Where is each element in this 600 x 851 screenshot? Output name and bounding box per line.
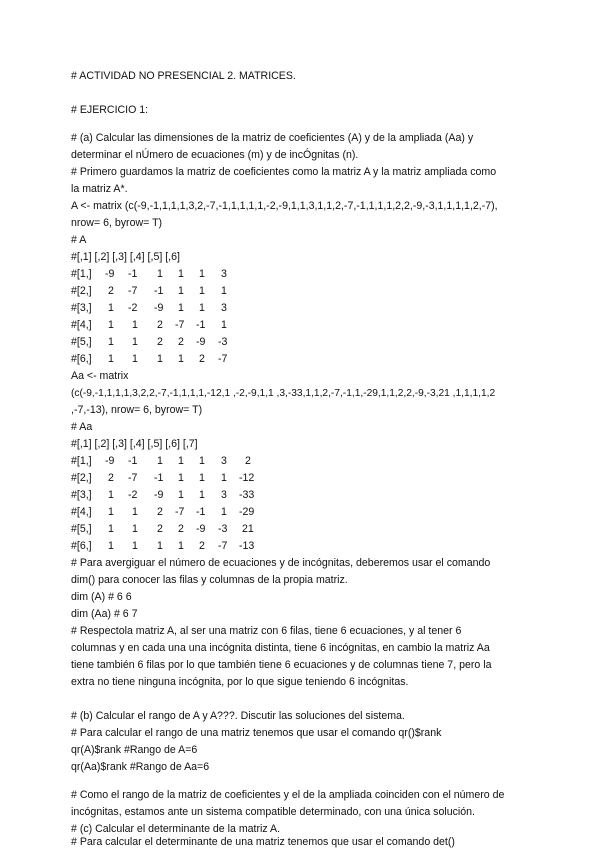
part-a-comment-line-1: # Primero guardamos la matriz de coeficientes como la matriz A y la matriz ampliada como (71, 166, 497, 178)
matrix-cell: 2 (157, 523, 163, 535)
row-label: #[6,] (71, 540, 92, 552)
matrix-cell: 2 (178, 336, 184, 348)
part-b-question: # (b) Calcular el rango de A y A???. Discutir las soluciones del sistema. (71, 710, 405, 722)
answer-a-line-2: columnas y en cada una una incógnita distinta, tiene 6 incógnitas, en cambio la matriz Aa (71, 642, 490, 654)
matrix-cell: 3 (221, 489, 227, 501)
row-label: #[3,] (71, 302, 92, 314)
row-label: #[2,] (71, 285, 92, 297)
matrix-cell: 1 (157, 268, 163, 280)
matrix-cell: 2 (178, 523, 184, 535)
matrix-aa-header: #[,1] [,2] [,3] [,4] [,5] [,6] [,7] (71, 438, 198, 450)
rank-a-command: qr(A)$rank #Rango de A=6 (71, 744, 198, 756)
matrix-cell: 1 (108, 506, 114, 518)
matrix-cell: -3 (218, 523, 228, 535)
matrix-cell: -1 (196, 506, 206, 518)
matrix-cell: 1 (199, 268, 205, 280)
matrix-a-header: #[,1] [,2] [,3] [,4] [,5] [,6] (71, 251, 180, 263)
matrix-cell: 3 (221, 302, 227, 314)
matrix-cell: -3 (218, 336, 228, 348)
matrix-cell: 2 (199, 353, 205, 365)
matrix-cell: 1 (108, 319, 114, 331)
matrix-aa-label: # Aa (71, 421, 93, 433)
rank-aa-command: qr(Aa)$rank #Rango de Aa=6 (71, 761, 210, 773)
matrix-cell: -9 (154, 302, 164, 314)
matrix-cell: 1 (199, 455, 205, 467)
matrix-cell: 1 (199, 285, 205, 297)
row-label: #[1,] (71, 268, 92, 280)
matrix-cell: 1 (108, 523, 114, 535)
dim-aa-command: dim (Aa) # 6 7 (71, 608, 138, 620)
matrix-cell: 2 (157, 506, 163, 518)
matrix-cell: 1 (108, 489, 114, 501)
matrix-cell: -33 (239, 489, 255, 501)
part-c-comment: # Para calcular el determinante de una matriz tenemos que usar el comando det() (71, 836, 455, 848)
matrix-cell: 1 (178, 268, 184, 280)
answer-a-line-3: tiene también 6 filas por lo que también tiene 6 ecuaciones y de columnas tiene 7, pero la (71, 659, 492, 671)
matrix-a-command-line-2: nrow= 6, byrow= T) (71, 217, 163, 229)
matrix-cell: 3 (221, 268, 227, 280)
matrix-cell: -7 (128, 472, 138, 484)
row-label: #[4,] (71, 319, 92, 331)
exercise-heading: # EJERCICIO 1: (71, 104, 149, 116)
matrix-cell: -1 (154, 472, 164, 484)
answer-b-line-2: incógnitas, estamos ante un sistema compatible determinado, con una única solución. (71, 806, 475, 818)
matrix-a-command-line-1: A <- matrix (c(-9,-1,1,1,1,3,2,-7,-1,1,1,1,1,-2,-9,1,1,3,1,1,2,-7,-1,1,1,1,2,2,-9,-3,1,1,1,1,2,-7), (71, 200, 498, 212)
matrix-aa-command-line-1: Aa <- matrix (71, 370, 129, 382)
matrix-cell: -7 (175, 506, 185, 518)
matrix-cell: 2 (199, 540, 205, 552)
matrix-cell: 21 (242, 523, 254, 535)
matrix-cell: 1 (132, 319, 138, 331)
matrix-cell: 2 (157, 336, 163, 348)
row-label: #[3,] (71, 489, 92, 501)
matrix-cell: 1 (221, 319, 227, 331)
matrix-cell: 1 (108, 540, 114, 552)
matrix-cell: 1 (178, 353, 184, 365)
matrix-cell: -7 (218, 353, 228, 365)
matrix-cell: -7 (175, 319, 185, 331)
matrix-cell: 1 (108, 336, 114, 348)
matrix-cell: 1 (178, 285, 184, 297)
matrix-cell: -7 (128, 285, 138, 297)
matrix-cell: -9 (105, 455, 115, 467)
matrix-cell: 1 (132, 540, 138, 552)
matrix-cell: -9 (154, 489, 164, 501)
matrix-cell: 1 (178, 472, 184, 484)
matrix-cell: 2 (157, 319, 163, 331)
matrix-cell: 1 (157, 540, 163, 552)
matrix-cell: -9 (105, 268, 115, 280)
answer-a-line-4: extra no tiene ninguna incógnita, por lo que sigue teniendo 6 incógnitas. (71, 676, 409, 688)
matrix-cell: 1 (199, 489, 205, 501)
row-label: #[6,] (71, 353, 92, 365)
matrix-cell: 1 (132, 336, 138, 348)
row-label: #[5,] (71, 523, 92, 535)
matrix-cell: -9 (196, 523, 206, 535)
matrix-cell: -1 (196, 319, 206, 331)
matrix-aa-command-line-3: ,-7,-13), nrow= 6, byrow= T) (71, 404, 203, 416)
matrix-cell: -1 (128, 268, 138, 280)
matrix-cell: 2 (245, 455, 251, 467)
matrix-cell: 2 (108, 285, 114, 297)
matrix-cell: 1 (157, 353, 163, 365)
matrix-cell: -9 (196, 336, 206, 348)
answer-a-line-1: # Respectola matriz A, al ser una matriz con 6 filas, tiene 6 ecuaciones, y al tener 6 (71, 625, 462, 637)
matrix-cell: 2 (108, 472, 114, 484)
matrix-aa-command-line-2: (c(-9,-1,1,1,1,3,2,2,-7,-1,1,1,1,-12,1 ,-2,-9,1,1 ,3,-33,1,1,2,-7,-1,1,-29,1,1,2,2,-9,-3,21 ,1,1,1,1,2 (71, 388, 496, 399)
row-label: #[2,] (71, 472, 92, 484)
matrix-cell: -2 (128, 302, 138, 314)
matrix-cell: 1 (178, 302, 184, 314)
matrix-cell: 1 (178, 455, 184, 467)
dim-comment-line-2: dim() para conocer las filas y columnas de la propia matriz. (71, 574, 348, 586)
matrix-cell: 1 (221, 285, 227, 297)
part-b-comment: # Para calcular el rango de una matriz tenemos que usar el comando qr()$rank (71, 727, 442, 739)
matrix-cell: 1 (132, 523, 138, 535)
matrix-a-label: # A (71, 234, 87, 246)
matrix-cell: 1 (132, 506, 138, 518)
row-label: #[1,] (71, 455, 92, 467)
matrix-cell: 1 (178, 540, 184, 552)
matrix-cell: 3 (221, 455, 227, 467)
matrix-cell: -1 (154, 285, 164, 297)
row-label: #[4,] (71, 506, 92, 518)
matrix-cell: 1 (199, 302, 205, 314)
matrix-cell: -1 (128, 455, 138, 467)
matrix-cell: 1 (178, 489, 184, 501)
matrix-cell: 1 (108, 302, 114, 314)
matrix-cell: -2 (128, 489, 138, 501)
dim-comment-line-1: # Para avergiguar el número de ecuaciones y de incógnitas, deberemos usar el comando (71, 557, 491, 569)
matrix-cell: 1 (108, 353, 114, 365)
matrix-cell: 1 (221, 506, 227, 518)
part-a-comment-line-2: la matriz A*. (71, 183, 128, 195)
matrix-cell: -12 (239, 472, 255, 484)
row-label: #[5,] (71, 336, 92, 348)
document-title: # ACTIVIDAD NO PRESENCIAL 2. MATRICES. (71, 70, 296, 82)
part-c-question: # (c) Calcular el determinante de la matriz A. (71, 823, 281, 835)
answer-b-line-1: # Como el rango de la matriz de coeficientes y el de la ampliada coinciden con el número de (71, 789, 505, 801)
matrix-cell: 1 (199, 472, 205, 484)
dim-a-command: dim (A) # 6 6 (71, 591, 132, 603)
matrix-cell: -13 (239, 540, 255, 552)
matrix-cell: 1 (157, 455, 163, 467)
matrix-cell: 1 (132, 353, 138, 365)
matrix-cell: 1 (221, 472, 227, 484)
matrix-cell: -7 (218, 540, 228, 552)
part-a-question-line-2: determinar el nÚmero de ecuaciones (m) y de incÓgnitas (n). (71, 149, 359, 161)
matrix-cell: -29 (239, 506, 255, 518)
part-a-question-line-1: # (a) Calcular las dimensiones de la matriz de coeficientes (A) y de la ampliada (Aa) y (71, 132, 474, 144)
